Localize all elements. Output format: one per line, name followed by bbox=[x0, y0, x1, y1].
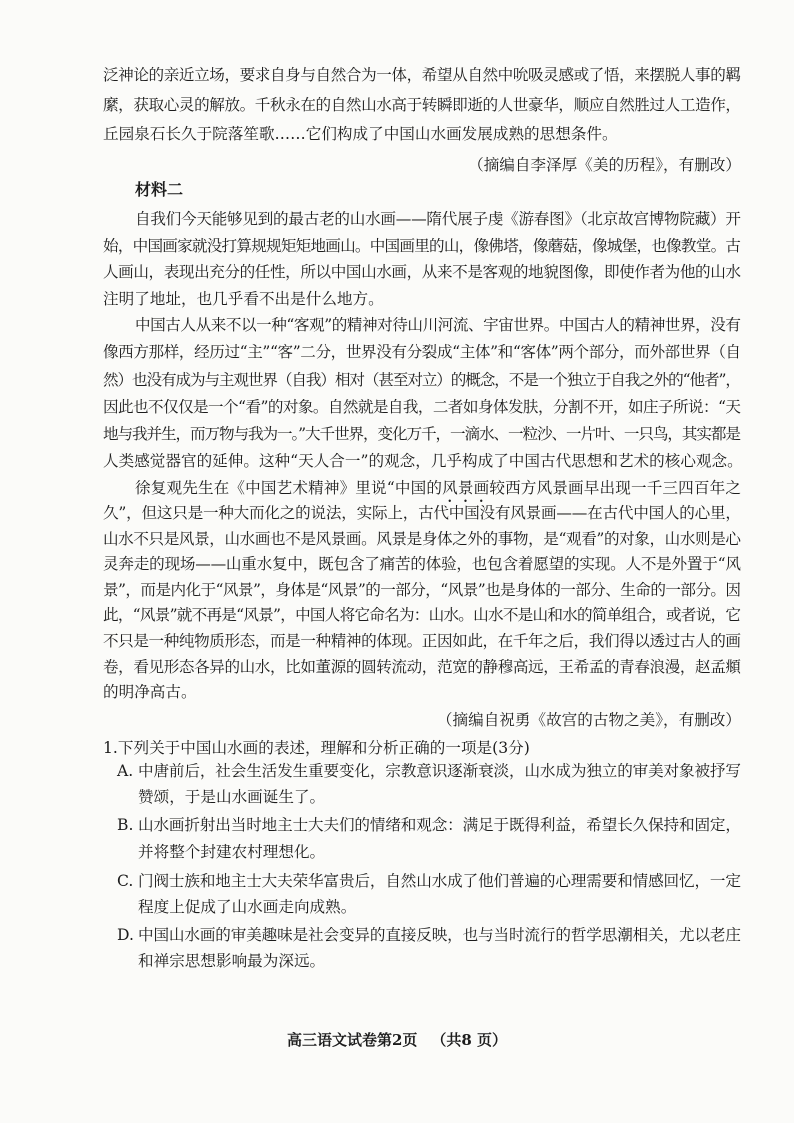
emphasized-term: 风景画 bbox=[442, 478, 490, 497]
paragraph-3 bbox=[103, 476, 741, 706]
line-text: 较西方风景画早出现一千三四百年之 bbox=[489, 478, 742, 497]
paragraph-1 bbox=[103, 206, 741, 313]
source-citation: （摘编自李泽厚《美的历程》，有删改） bbox=[468, 156, 741, 174]
passage-line: 此，“风景”就不再是“风景”，中国人将它命名为：山水。山水不是山和水的简单组合，或者说，它 bbox=[103, 606, 741, 625]
option-line: 中唐前后，社会生活发生重要变化，宗教意识逐渐衰淡，山水成为独立的审美对象被抒写 bbox=[138, 762, 741, 780]
option-letter: A. bbox=[117, 762, 134, 780]
line-text: 徐复观先生在《中国艺术精神》里说“中国的 bbox=[135, 478, 443, 497]
option-line: 赞颂，于是山水画诞生了。 bbox=[138, 787, 326, 806]
paragraph-2 bbox=[103, 312, 741, 476]
option-line: 中国山水画的审美趣味是社会变异的直接反映，也与当时流行的哲学思潮相关，尤以老庄 bbox=[138, 926, 741, 944]
passage-line: 久”，但这只是一种大而化之的说法，实际上，古代中国没有风景画——在古代中国人的心里， bbox=[103, 504, 741, 523]
option-letter: B. bbox=[117, 816, 134, 834]
material-one-tail bbox=[103, 61, 741, 150]
option-letter: C. bbox=[117, 872, 134, 890]
page-number-label: 高三语文试卷第2页 bbox=[286, 1031, 418, 1049]
option-line: 山水画折射出当时地主士大夫们的情绪和观念：满足于既得利益，希望长久保持和固定， bbox=[138, 816, 741, 834]
passage-line bbox=[103, 476, 741, 502]
option-line: 和禅宗思想影响最为深远。 bbox=[138, 952, 326, 970]
option-a bbox=[117, 759, 741, 810]
passage-line: 然）也没有成为与主观世界（自我）相对（甚至对立）的概念，不是一个独立于自我之外的“他者”， bbox=[103, 370, 740, 389]
passage-line: 卷，看见形态各异的山水，比如董源的圆转流动，范宽的静穆高远，王希孟的青春浪漫，赵孟頫 bbox=[103, 657, 741, 676]
passage-line: 地与我并生，而万物与我为一。”大千世界，变化万千，一滴水、一粒沙、一片叶、一只鸟，其实都是 bbox=[103, 425, 740, 444]
option-c bbox=[117, 868, 741, 920]
passage-line: 自我们今天能够见到的最古老的山水画——隋代展子虔《游春图》（北京故宫博物院藏）开 bbox=[135, 210, 741, 228]
passage-line: 因此也不仅仅是一个“看”的对象。自然就是自我，二者如身体发肤，分割不开，如庄子所说：“天 bbox=[103, 397, 741, 416]
passage-line: 縻，获取心灵的解放。千秋永在的自然山水高于转瞬即逝的人世豪华，顺应自然胜过人工造作， bbox=[103, 95, 741, 114]
material-heading: 材料二 bbox=[135, 180, 184, 199]
option-line: 并将整个封建农村理想化。 bbox=[138, 842, 326, 861]
passage-line: 中国古人从来不以一种“客观”的精神对待山川河流、宇宙世界。中国古人的精神世界，没有 bbox=[135, 316, 741, 334]
passage-line: 人类感觉器官的延伸。这种“天人合一”的观念，几乎构成了中国古代思想和艺术的核心观念。 bbox=[103, 452, 743, 471]
passage-line: 人画山，表现出充分的任性，所以中国山水画，从来不是客观的地貌图像，即使作者为他的山水 bbox=[103, 263, 741, 282]
passage-line: 山水不只是风景，山水画也不是风景画。风景是身体之外的事物，是“观看”的对象，山水则是心 bbox=[103, 529, 741, 548]
passage-line: 泛神论的亲近立场，要求自身与自然合为一体，希望从自然中吮吸灵感或了悟，来摆脱人事的羁 bbox=[103, 66, 741, 84]
total-pages-label: （共8 页） bbox=[431, 1031, 508, 1049]
passage-line: 像西方那样，经历过“主”“客”二分，世界没有分裂成“主体”和“客体”两个部分，而外部世界（自 bbox=[103, 343, 741, 362]
question-stem: 1.下列关于中国山水画的表述，理解和分析正确的一项是(3分) bbox=[103, 739, 530, 757]
passage-line: 始，中国画家就没打算规规矩矩地画山。中国画里的山，像佛塔，像蘑菇，像城堡，也像教堂。古 bbox=[103, 236, 741, 255]
passage-line: 不只是一种纯物质形态，而是一种精神的体现。正因如此，在千年之后，我们得以透过古人的画 bbox=[103, 632, 741, 651]
option-b bbox=[117, 812, 741, 865]
option-d bbox=[117, 922, 741, 974]
passage-line: 景”，而是内化于“风景”，身体是“风景”的一部分，“风景”也是身体的一部分、生命的一部分。因 bbox=[103, 580, 741, 599]
option-line: 门阀士族和地主士大夫荣华富贵后，自然山水成了他们普遍的心理需要和情感回忆，一定 bbox=[138, 872, 741, 890]
passage-line: 灵奔走的现场——山重水复中，既包含了痛苦的体验，也包含着愿望的实现。人不是外置于“风 bbox=[103, 555, 741, 574]
page-footer bbox=[0, 1027, 794, 1053]
passage-line: 丘园泉石长久于院落笙歌……它们构成了中国山水画发展成熟的思想条件。 bbox=[103, 125, 618, 143]
passage-line: 注明了地址，也几乎看不出是什么地方。 bbox=[103, 290, 384, 309]
option-line: 程度上促成了山水画走向成熟。 bbox=[138, 898, 357, 916]
option-letter: D. bbox=[117, 926, 134, 944]
passage-line: 的明净高古。 bbox=[103, 683, 197, 702]
source-citation: （摘编自祝勇《故宫的古物之美》，有删改） bbox=[436, 711, 741, 729]
